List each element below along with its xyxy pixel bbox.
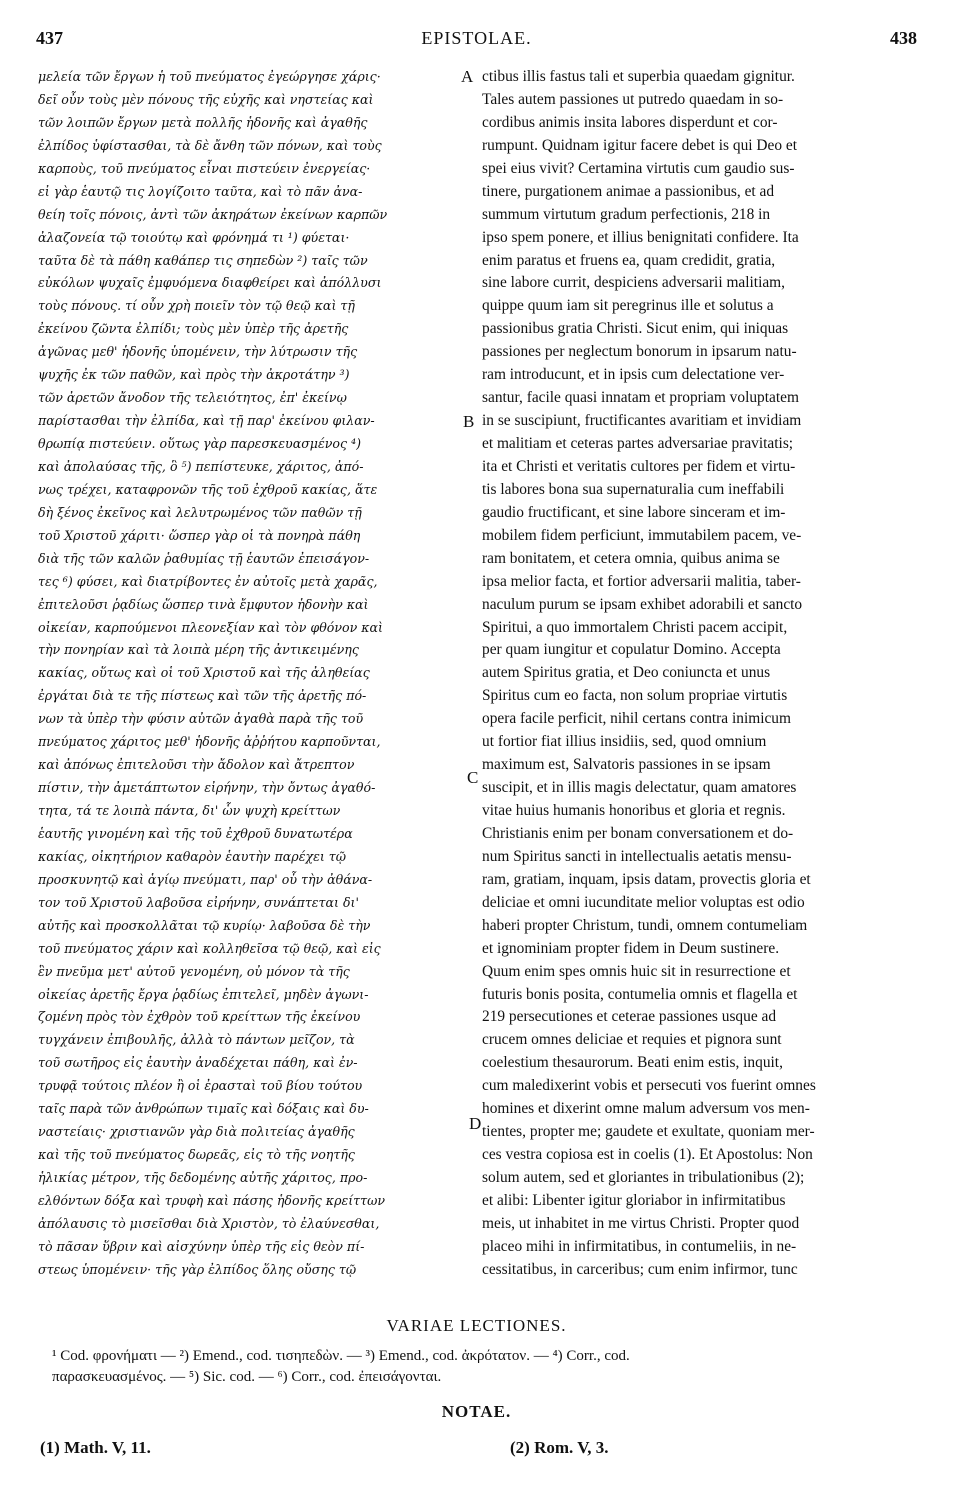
text-line: νων τὰ ὑπὲρ τὴν φύσιν αὐτῶν ἀγαθὰ παρὰ τῆς τοῦ (38, 711, 364, 727)
text-line: ναστείαις· χριστιανῶν γὰρ διὰ πολιτείας ἀγαθῆς (38, 1124, 355, 1140)
variae-line: παρασκευασμένος. — ⁵) Sic. cod. — ⁶) Corr., cod. ἐπεισάγονται. (52, 1369, 442, 1385)
text-line: αὐτῆς καὶ προσκολλᾶται τῷ κυρίῳ· λαβοῦσα δὲ τὴν (38, 917, 371, 933)
text-line: τητα, τά τε λοιπὰ πάντα, δι' ὧν ψυχὴ κρείττων (38, 803, 341, 818)
text-line: haberi propter Christum, tundi, omnem contumeliam (482, 916, 808, 934)
text-line: cessitatibus, in carceribus; cum enim infirmor, tunc (482, 1260, 798, 1278)
text-line: θείη τοῖς πόνοις, ἀντὶ τῶν ἀκηράτων ἐκείνων καρπῶν (38, 206, 388, 222)
text-line: νως τρέχει, καταφρονῶν τῆς τοῦ ἐχθροῦ κακίας, ἅτε (38, 481, 378, 497)
notae-title: NOTAE. (441, 1402, 512, 1421)
text-line: ελθόντων δόξα καὶ τρυφὴ καὶ πάσης ἡδονῆς κρείττων (38, 1192, 386, 1208)
text-line: τον τοῦ Χριστοῦ λαβοῦσα εἰρήνην, συνάπτεται δι' (38, 894, 359, 910)
text-line: θρωπίᾳ πιστεύειν. οὕτως γὰρ παρεσκευασμένος ⁴) (38, 436, 362, 451)
text-line: mobilem fidem perficiunt, immutabilem pacem, ve- (482, 526, 802, 544)
text-line: Christianis enim per bonam conversationem et do- (482, 824, 794, 842)
text-line: προσκυνητῷ καὶ ἁγίῳ πνεύματι, παρ' οὗ τὴν ἀθάνα- (38, 871, 373, 887)
text-line: ἐργάται διὰ τε τῆς πίστεως καὶ τῶν τῆς ἀρετῆς πό- (38, 688, 367, 704)
text-line: ita et Christi et veritatis cultores per fidem et virtu- (482, 457, 796, 475)
text-line: passiones per neglectum bonorum in ipsarum natu- (482, 343, 797, 361)
text-line: quippe quum iam sit peregrinus ille et solutus a (482, 297, 774, 315)
text-line: ψυχῆς ἐκ τῶν παθῶν, καὶ πρὸς τὴν ἀκροτάτην ³) (38, 367, 350, 383)
greek-column (38, 66, 456, 1282)
text-line: τῶν ἀρετῶν ἄνοδον τῆς τελειότητος, ἐπ' ἐκείνῳ (38, 390, 347, 406)
right-page-number: 438 (890, 28, 917, 48)
text-line: οἰκείας ἀρετῆς ἔργα ῥᾳδίως ἐπιτελεῖ, μηδὲν ἀγωνι- (38, 986, 369, 1002)
text-line: ζομένη πρὸς τὸν ἐχθρὸν τοῦ κρείττων τῆς ἐκείνου (38, 1009, 361, 1025)
section-marker-a: A (461, 67, 474, 86)
text-line: per quam iungitur et copulatur Domino. Accepta (482, 641, 781, 659)
text-line: εἰ γὰρ ἑαυτῷ τις λογίζοιτο ταῦτα, καὶ τὸ πᾶν ἀνα- (38, 183, 363, 199)
text-line: sine labore currit, despiciens adversarii malitiam, (482, 274, 786, 292)
text-line: τες ⁶) φύσει, καὶ διατρίβοντες ἐν αὐτοῖς μετὰ χαρᾶς, (38, 573, 378, 589)
text-line: τρυφᾷ τούτοις πλέον ἢ οἱ ἐρασταὶ τοῦ βίου τούτου (38, 1078, 363, 1094)
variae-lectiones-text (52, 1346, 922, 1388)
text-line: τὸ πᾶσαν ὕβριν καὶ αἰσχύνην ὑπὲρ τῆς εἰς θεὸν πί- (38, 1238, 365, 1254)
text-line: καὶ τῆς τοῦ πνεύματος δωρεᾶς, εἰς τὸ τῆς νοητῆς (38, 1147, 355, 1163)
text-line: gaudio fructificant, et sine labore sinceram et im- (482, 503, 786, 521)
text-line: tientes, propter me; gaudete et exultate, quoniam mer- (482, 1123, 815, 1141)
text-line: τυγχάνειν ἐπιβουλῆς, ἀλλὰ τὸ πάντων μεῖζον, τὰ (38, 1032, 355, 1048)
text-line: τὴν πονηρίαν καὶ τὰ λοιπὰ μέρη τῆς ἀντικειμένης (38, 642, 359, 658)
text-line: ces vestra copiosa est in coelis (1). Et Apostolus: Non (482, 1146, 813, 1164)
text-line: ἡλικίας μέτρον, τῆς δεδομένης αὐτῆς χάριτος, προ- (38, 1170, 368, 1185)
text-line: et malitiam et ceteras partes adversariae pravitatis; (482, 435, 794, 452)
text-line: summum virtutum gradum perfectionis, 218 in (482, 205, 771, 223)
text-line: πνεύματος χάριτος μεθ' ἡδονῆς ἀῤῥήτου καρποῦνται, (38, 734, 381, 750)
text-line: Tales autem passiones ut putredo quaedam in so- (482, 90, 784, 108)
text-line: suscipit, et in illis magis delectatur, quam amatores (482, 779, 797, 797)
text-line: 219 persecutiones et ceterae passiones usque ad (482, 1008, 777, 1026)
text-line: στεως ὑπομένειν· τῆς γὰρ ἐλπίδος ὅλης οὔσης τῷ (38, 1261, 357, 1277)
text-line: Quum enim spes omnis huic sit in resurrectione et (482, 962, 791, 980)
text-line: ταῖς παρὰ τῶν ἀνθρώπων τιμαῖς καὶ δόξαις καὶ δυ- (38, 1101, 369, 1117)
footnote-1: (1) Math. V, 11. (40, 1438, 151, 1457)
text-line: τοῦ πνεύματος χάριν καὶ κολληθεῖσα τῷ θεῷ, καὶ εἰς (38, 940, 381, 956)
text-line: ἐκείνου ζῶντα ἐλπίδι; τοὺς μὲν ὑπὲρ τῆς ἀρετῆς (38, 321, 349, 337)
text-line: deliciae et omni iucunditate melior voluptas est odio (482, 893, 805, 911)
text-line: ἀλαζονεία τῷ τοιούτῳ καὶ φρόνημά τι ¹) φύεται· (38, 229, 350, 245)
left-page-number: 437 (36, 28, 63, 48)
text-line: autem Spiritus gratia, et Deo coniuncta et unus (482, 664, 771, 682)
text-line: solum autem, sed et gloriantes in tribulationibus (2); (482, 1169, 805, 1186)
text-line: in se suscipiunt, fructificantes avaritiam et invidiam (482, 412, 802, 430)
section-marker-b: B (463, 412, 475, 431)
text-line: οἰκείαν, καρπούμενοι πλεονεξίαν καὶ τὸν φθόνον καὶ (38, 619, 383, 635)
text-line: placeo mihi in infirmitatibus, in contumeliis, in ne- (482, 1237, 797, 1255)
text-line: cordibus animis insita labores disperdunt et cor- (482, 113, 778, 131)
text-line: et alibi: Libenter igitur gloriabor in infirmitatibus (482, 1191, 786, 1209)
text-line: εὐκόλων ψυχαῖς ἐμφυόμενα διαφθείρει καὶ ἀπόλλυσι (38, 275, 382, 291)
section-marker-d: D (469, 1114, 482, 1133)
section-marker-c: C (467, 768, 479, 787)
text-line: ctibus illis fastus tali et superbia quaedam gignitur. (482, 68, 795, 85)
text-line: num Spiritus sancti in intellectualis aetatis mensu- (482, 847, 792, 865)
text-line: διὰ τῆς τῶν καλῶν ῥαθυμίας τῇ ἑαυτῶν ἐπεισάγον- (38, 550, 370, 566)
text-line: ἑαυτῆς γινομένη καὶ τῆς τοῦ ἐχθροῦ δυνατωτέρα (38, 825, 353, 841)
page-header (36, 28, 917, 58)
text-line: passionibus gratia Christi. Sicut enim, qui iniquas (482, 320, 789, 338)
text-line: ut fortior fiat illius insidiis, sed, quod omnium (482, 733, 767, 751)
text-line: santur, facile quasi innatam et propriam voluptatem (482, 389, 799, 407)
text-line: cum maledixerint vobis et persecuti vos fuerint omnes (482, 1077, 816, 1095)
text-line: ἐλπίδος ὑφίστασθαι, τὰ δὲ ἄνθη τῶν πόνων, καὶ τοὺς (38, 137, 382, 153)
page-title: EPISTOLAE. (421, 28, 532, 48)
text-line: et ignominiam propter fidem in Deum sustinere. (482, 939, 780, 957)
text-line: δεῖ οὖν τοὺς μὲν πόνους τῆς εὐχῆς καὶ νηστείας καὶ (38, 91, 374, 107)
text-line: rumpunt. Quidnam igitur facere debet is qui Deo et (482, 136, 797, 154)
text-line: καρποὺς, τοῦ πνεύματος εἶναι πιστεύειν ἐνεργείας· (38, 160, 371, 176)
text-line: spei eius vivit? Certamina virtutis cum gaudio sus- (482, 159, 795, 177)
text-line: futuris bonis posita, contumelia omnis et flagella et (482, 985, 798, 1003)
text-line: ipsa melior facta, et fortior adversarii malitia, taber- (482, 572, 801, 590)
text-line: Spiritus cum eo facta, non solum propriae virtutis (482, 687, 788, 705)
text-line: coelestium thesaurorum. Beati enim estis, inquit, (482, 1054, 783, 1072)
variae-line: ¹ Cod. φρονήματι — ²) Emend., cod. τισηπεδὼν. — ³) Emend., cod. ἀκρότατον. — ⁴) Corr., cod. (52, 1348, 630, 1364)
text-line: vitae huius humanis honoribus et gloria et regnis. (482, 802, 786, 819)
text-line: ἀπόλαυσις τὸ μισεῖσθαι διὰ Χριστὸν, τὸ ἐλαύνεσθαι, (38, 1215, 380, 1231)
text-line: ram introducunt, et in ipsis cum delectatione ver- (482, 366, 785, 384)
text-line: homines et dixerint omne malum adversum vos men- (482, 1100, 810, 1118)
latin-column (482, 66, 920, 1282)
text-line: ram bonitatem, et cetera omnia, quibus anima se (482, 549, 780, 567)
text-line: Spiritui, a quo immortalem Christi pacem accipit, (482, 618, 788, 636)
footnote-2: (2) Rom. V, 3. (510, 1438, 609, 1457)
text-line: ἀγῶνας μεθ' ἡδονῆς ὑπομένειν, τὴν λύτρωσιν τῆς (38, 344, 358, 360)
text-line: enim paratus et fruens ea, quam credidit, gratia, (482, 251, 776, 269)
text-line: ταῦτα δὲ τὰ πάθη καθάπερ τις σηπεδὼν ²) ταῖς τῶν (38, 252, 368, 268)
text-line: τοῦ Χριστοῦ χάριτι· ὥσπερ γὰρ οἱ τὰ πονηρὰ πάθη (38, 527, 361, 543)
variae-lectiones-title: VARIAE LECTIONES. (386, 1316, 567, 1335)
text-line: tinere, purgationem animae a passionibus, et ad (482, 182, 775, 200)
text-line: tis labores bona sua supernaturalia cum ineffabili (482, 480, 785, 498)
text-line: ipso spem ponere, et illius benignitati confidere. Ita (482, 228, 799, 246)
text-line: μελεία τῶν ἔργων ἡ τοῦ πνεύματος ἐγεώργησε χάρις· (38, 69, 381, 84)
text-line: naculum purum se ipsam exhibet adorabili et sancto (482, 595, 803, 613)
text-line: πίστιν, τὴν ἀμετάπτωτον εἰρήνην, τὴν ὄντως ἀγαθό- (38, 780, 376, 796)
text-line: κακίας, οὕτως καὶ οἱ τοῦ Χριστοῦ καὶ τῆς ἀληθείας (38, 665, 370, 681)
text-line: ἓν πνεῦμα μετ' αὐτοῦ γενομένη, οὐ μόνον τὰ τῆς (38, 963, 350, 979)
text-line: meis, ut inhabitet in me virtus Christi. Propter quod (482, 1214, 800, 1232)
text-line: καὶ ἀπόνως ἐπιτελοῦσι τὴν ἄδολον καὶ ἄτρεπτον (38, 757, 355, 773)
text-line: crucem omnes deliciae et requies et pignora sunt (482, 1031, 782, 1049)
text-line: δὴ ξένος ἐκεῖνος καὶ λελυτρωμένος τῶν παθῶν τῇ (38, 504, 362, 520)
text-line: ἐπιτελοῦσι ῥᾳδίως ὥσπερ τινὰ ἔμφυτον ἡδονὴν καὶ (38, 596, 369, 612)
text-line: τοῦ σωτῆρος εἰς ἑαυτὴν ἀναδέχεται πάθη, καὶ ἐν- (38, 1055, 358, 1071)
text-line: τῶν λοιπῶν ἔργων μετὰ πολλῆς ἡδονῆς καὶ ἀγαθῆς (38, 114, 368, 130)
text-line: καὶ ἀπολαύσας τῆς, ὃ ⁵) πεπίστευκε, χάριτος, ἀπό- (38, 458, 364, 474)
text-line: κακίας, οἰκητήριον καθαρὸν ἑαυτὴν παρέχει τῷ (38, 848, 347, 864)
text-line: ram, gratiam, inquam, ipsis datam, provectis gloria et (482, 870, 811, 888)
text-line: maximum est, Salvatoris passiones in se ipsam (482, 756, 771, 774)
text-line: τοὺς πόνους. τί οὖν χρὴ ποιεῖν τὸν τῷ θεῷ καὶ τῇ (38, 298, 355, 314)
text-line: παρίστασθαι τὴν ἐλπίδα, καὶ τῇ παρ' ἐκείνου φιλαν- (38, 413, 375, 429)
text-line: opera facile perficit, nihil certans contra inimicum (482, 710, 791, 728)
